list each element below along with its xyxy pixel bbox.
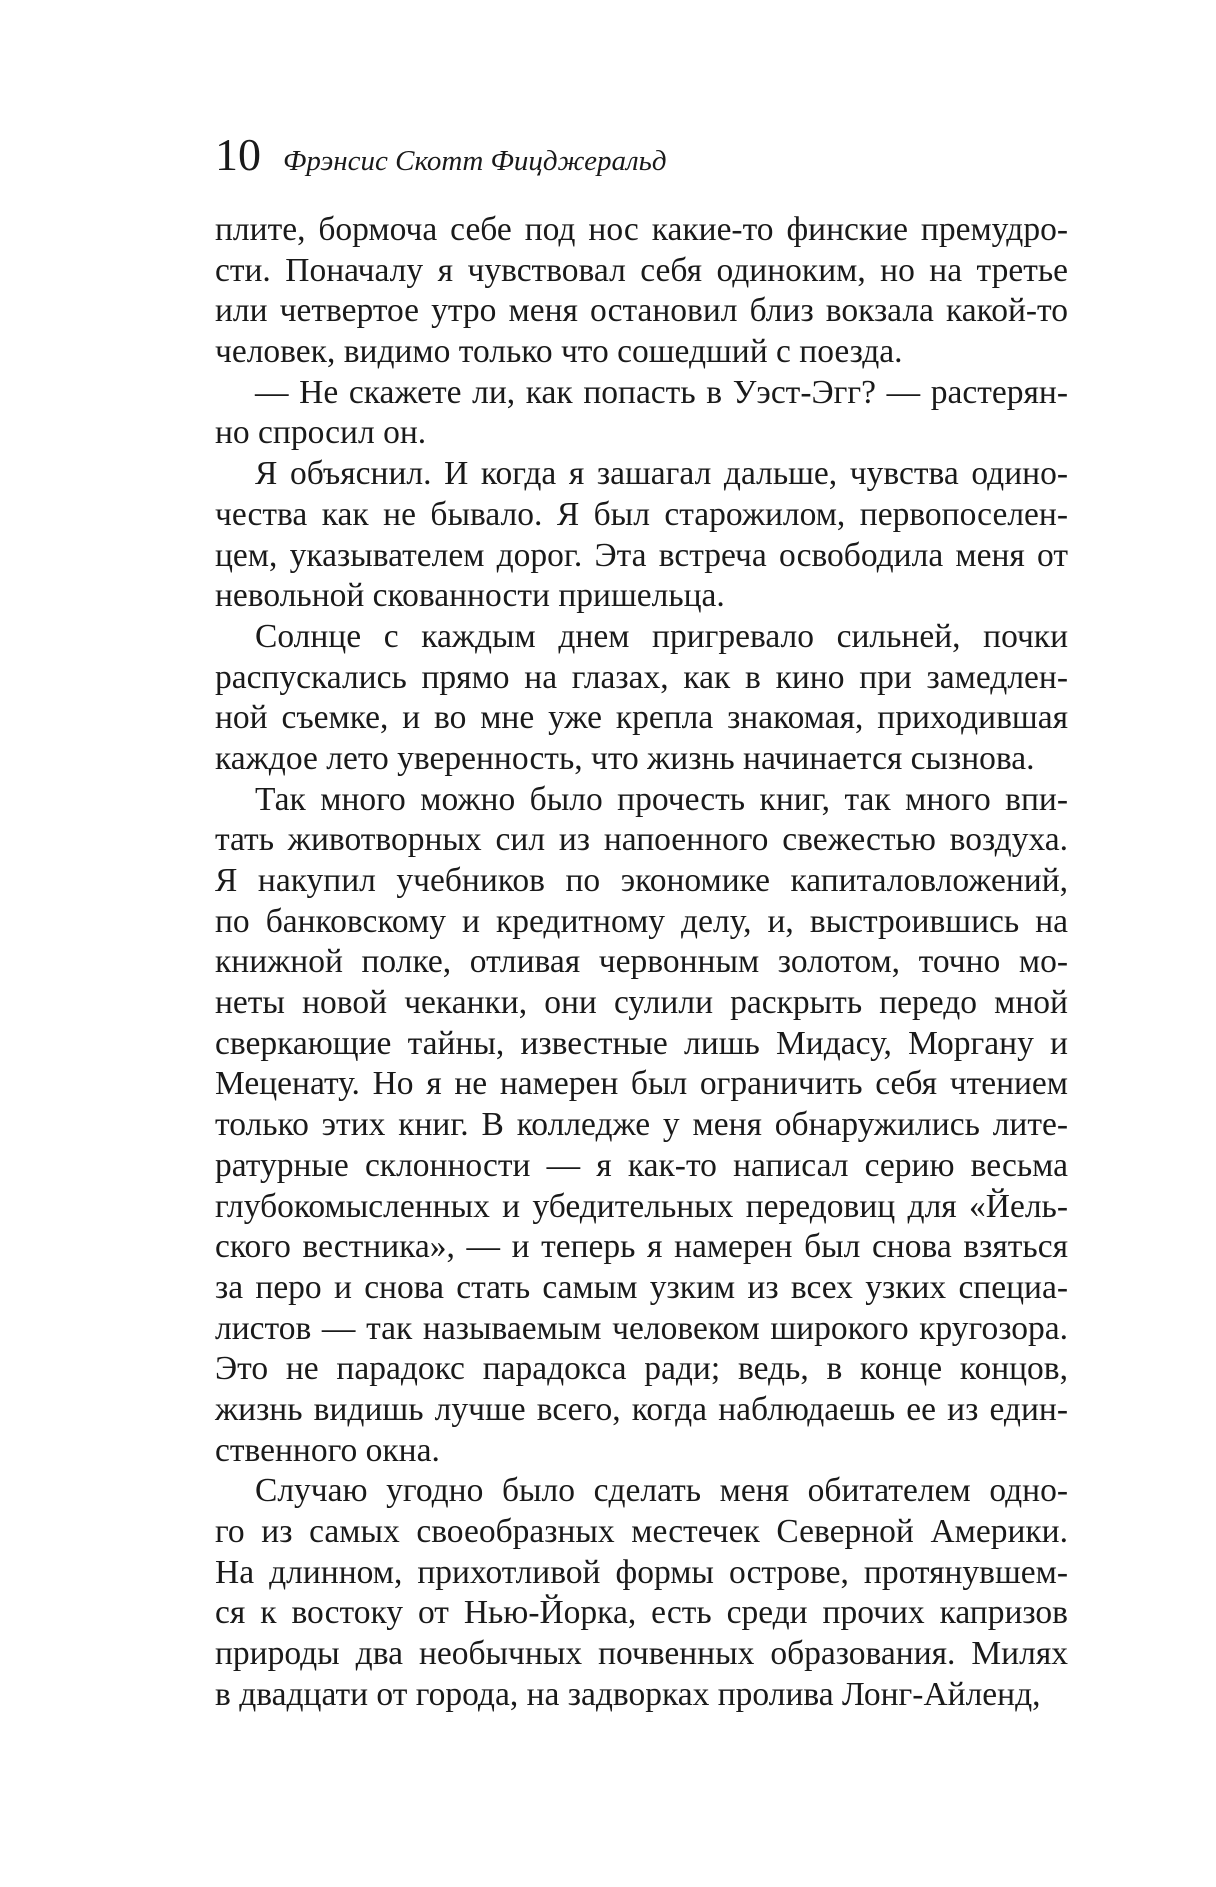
paragraph [215,373,1068,454]
text-line: Случаю угодно было сделать меня обитателем одно- [255,1472,1068,1510]
text-line: тать животворных сил из напоенного свежестью воздуха. [215,821,1068,859]
text-line: по банковскому и кредитному делу, и, выстроившись на [215,902,1068,940]
text-line: ского вестника», — и теперь я намерен был снова взяться [215,1228,1068,1266]
page-number: 10 [215,129,261,180]
text-line: ратурные склонности — я как-то написал серию весьма [215,1146,1068,1184]
text-line: или четвертое утро меня остановил близ вокзала какой-то [215,292,1068,330]
text-line: Меценату. Но я не намерен был ограничить себя чтением [215,1065,1068,1103]
text-line: Я накупил учебников по экономике капиталовложений, [215,862,1068,899]
text-line: чества как не бывало. Я был старожилом, первопоселен- [215,495,1068,533]
text-line: ся к востоку от Нью-Йорка, есть среди прочих капризов [215,1594,1068,1632]
text-line: но спросил он. [215,414,427,452]
text-line: в двадцати от города, на задворках пролива Лонг-Айленд, [215,1675,1041,1713]
text-line: Я объяснил. И когда я зашагал дальше, чувства одино- [255,455,1068,493]
paragraph [215,210,1068,373]
text-line: глубокомысленных и убедительных передовиц для «Йель- [215,1187,1068,1225]
text-line: только этих книг. В колледже у меня обнаружились лите- [215,1106,1068,1144]
text-line: плите, бормоча себе под нос какие-то финские премудро- [215,211,1068,248]
text-line: Это не парадокс парадокса ради; ведь, в конце концов, [215,1350,1068,1388]
text-line: неты новой чеканки, они сулили раскрыть передо мной [215,984,1068,1022]
text-line: го из самых своеобразных местечек Северной Америки. [215,1513,1068,1550]
text-line: за перо и снова стать самым узким из всех узких специа- [215,1268,1068,1306]
text-line: сверкающие тайны, известные лишь Мидасу, Моргану и [215,1024,1068,1062]
text-line: человек, видимо только что сошедший с поезда. [215,333,903,371]
text-line: невольной скованности пришельца. [215,577,725,615]
text-line: природы два необычных почвенных образования. Милях [215,1635,1068,1673]
text-line: ной съемке, и во мне уже крепла знакомая, приходившая [215,699,1068,737]
text-line: книжной полке, отливая червонным золотом, точно мо- [215,943,1068,981]
text-line: каждое лето уверенность, что жизнь начинается сызнова. [215,739,1035,777]
text-line: сти. Поначалу я чувствовал себя одиноким, но на третье [215,251,1068,289]
running-head [215,129,667,180]
paragraph [215,780,1068,1472]
text-line: Солнце с каждым днем пригревало сильней, почки [255,617,1068,655]
header-author: Фрэнсис Скотт Фицджеральд [283,145,667,177]
body-text [215,210,1068,1715]
paragraph [215,1471,1068,1715]
text-line: — Не скажете ли, как попасть в Уэст-Эгг? — растерян- [255,373,1068,411]
text-line: листов — так называемым человеком широкого кругозора. [215,1309,1068,1347]
text-line: цем, указывателем дорог. Эта встреча освободила меня от [215,536,1068,574]
paragraph [215,454,1068,617]
text-line: Так много можно было прочесть книг, так много впи- [255,780,1068,818]
text-line: жизнь видишь лучше всего, когда наблюдаешь ее из един- [215,1390,1068,1428]
text-line: На длинном, прихотливой формы острове, протянувшем- [215,1553,1068,1591]
paragraph [215,617,1068,780]
text-line: ственного окна. [215,1431,440,1469]
text-line: распускались прямо на глазах, как в кино при замедлен- [215,658,1068,696]
